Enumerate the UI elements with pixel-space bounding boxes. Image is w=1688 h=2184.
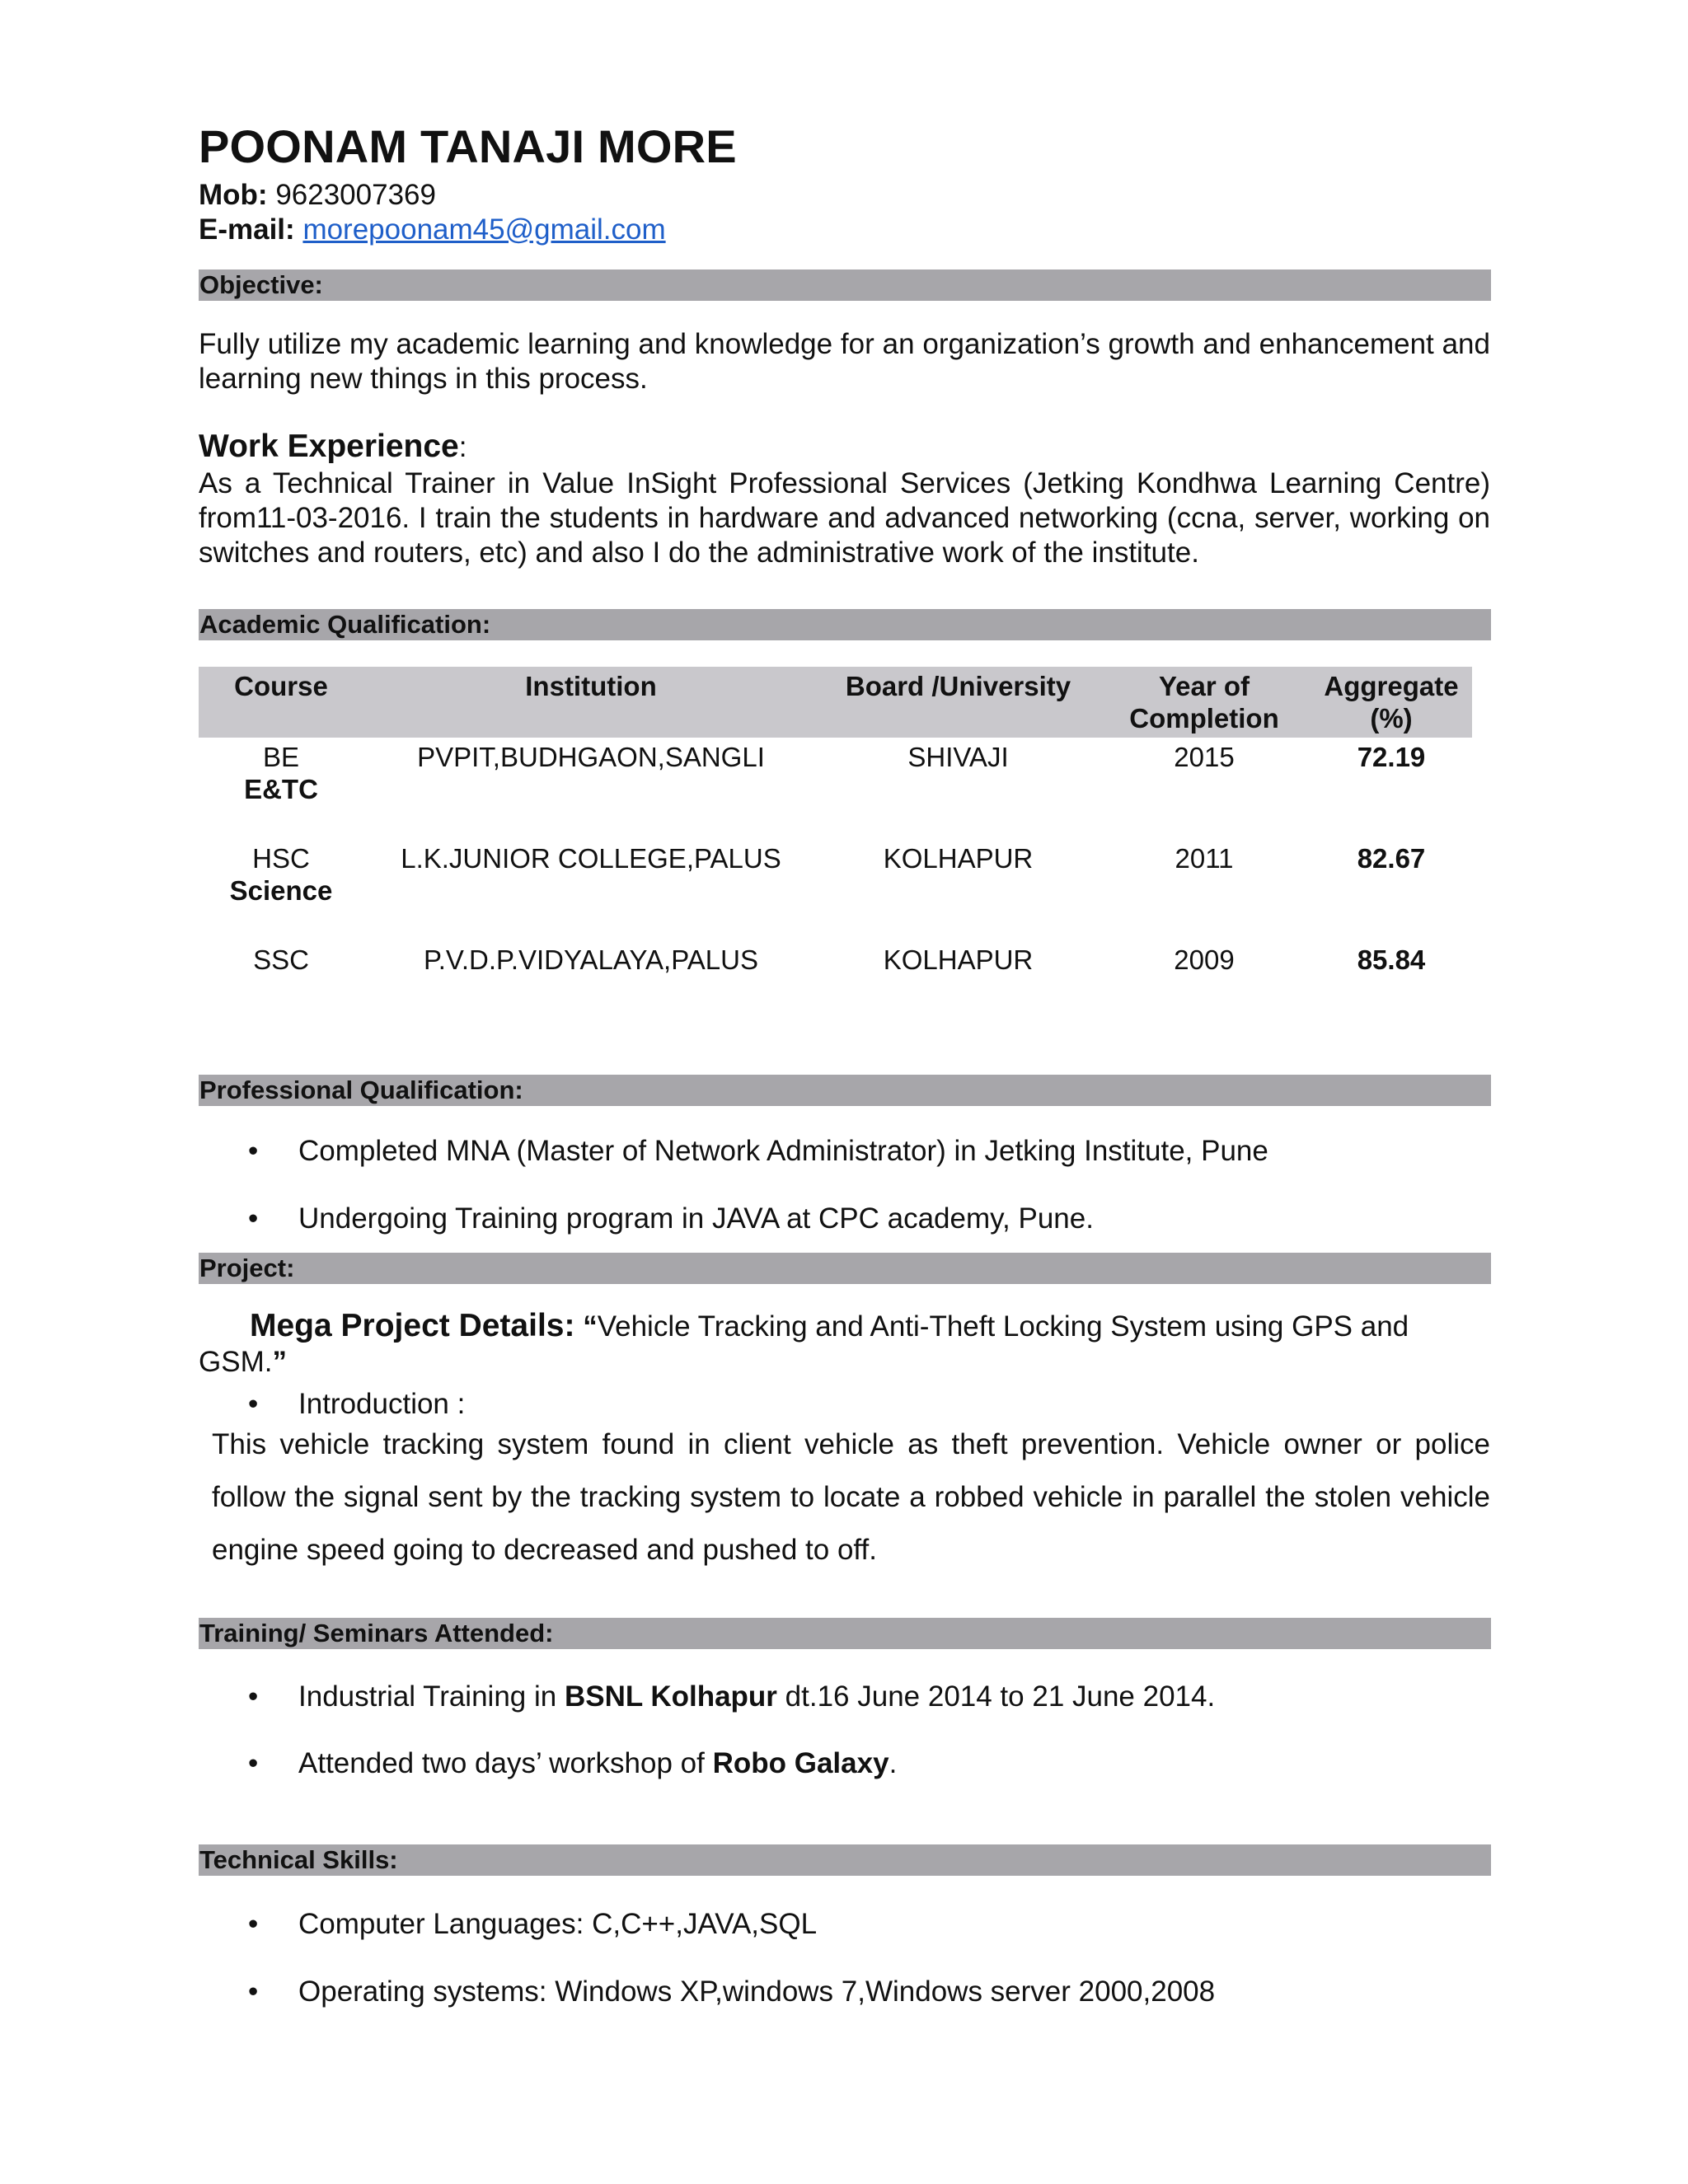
col-board: Board /University [818, 667, 1098, 738]
bullet-icon: • [248, 1388, 259, 1420]
mega-project-label: Mega Project Details: [250, 1308, 575, 1343]
training-list [199, 1680, 1490, 1781]
skills-list [199, 1907, 1490, 2009]
mega-project: Mega Project Details: “Vehicle Tracking and Anti-Theft Locking System using GPS and GSM.” [199, 1308, 1409, 1378]
list-item: • Attended two days’ workshop of Robo Galaxy. [248, 1747, 898, 1779]
work-experience-title: Work Experience [199, 429, 459, 464]
objective-text: Fully utilize my academic learning and knowledge for an organization’s growth and enhancement and learning new things in this process. [199, 328, 1490, 395]
bullet-icon: • [248, 1908, 259, 1940]
cell-course: SSC [253, 944, 309, 975]
col-institution: Institution [363, 667, 818, 738]
cell-board: KOLHAPUR [883, 843, 1034, 874]
professional-heading: Professional Qualification: [199, 1075, 1491, 1106]
list-item: • Industrial Training in BSNL Kolhapur dt.16 June 2014 to 21 June 2014. [248, 1680, 1216, 1713]
skills-heading: Technical Skills: [199, 1844, 1491, 1876]
cell-aggregate: 82.67 [1357, 843, 1426, 874]
cell-course: BE E&TC [244, 742, 318, 804]
list-item: • Computer Languages: C,C++,JAVA,SQL [248, 1908, 818, 1940]
academic-table [199, 667, 1472, 1042]
list-item: • Completed MNA (Master of Network Administrator) in Jetking Institute, Pune [248, 1135, 1268, 1167]
email-label: E-mail: [199, 213, 295, 246]
col-course: Course [199, 667, 363, 738]
cell-year: 2009 [1174, 944, 1235, 975]
bullet-icon: • [248, 1680, 259, 1713]
cell-institution: PVPIT,BUDHGAON,SANGLI [417, 742, 765, 772]
objective-heading: Objective: [199, 269, 1491, 301]
cell-board: SHIVAJI [907, 742, 1009, 772]
professional-list [199, 1134, 1490, 1236]
project-heading: Project: [199, 1253, 1491, 1284]
project-list [199, 1387, 1490, 1422]
cell-year: 2015 [1174, 742, 1235, 772]
bullet-icon: • [248, 1135, 259, 1167]
list-item: • Undergoing Training program in JAVA at CPC academy, Pune. [248, 1202, 1094, 1235]
email-link[interactable]: morepoonam45@gmail.com [302, 213, 666, 246]
cell-aggregate: 85.84 [1357, 944, 1426, 975]
cell-year: 2011 [1175, 843, 1234, 874]
resume-page [199, 120, 1490, 2009]
academic-heading: Academic Qualification: [199, 609, 1491, 640]
academic-table-header [199, 667, 1472, 738]
training-heading: Training/ Seminars Attended: [199, 1618, 1491, 1649]
project-introduction-text: This vehicle tracking system found in client vehicle as theft prevention. Vehicle owner or police follow the signal sent by the tracking system to locate a robbed vehicle in parallel the stolen vehicle engine speed going to decreased and pushed to off. [212, 1428, 1490, 1566]
bullet-icon: • [248, 1747, 259, 1779]
email-line [199, 213, 1490, 247]
col-year: Year of Completion [1098, 667, 1311, 738]
bullet-icon: • [248, 1202, 259, 1235]
work-experience-heading: Work Experience: [199, 429, 467, 464]
table-row [199, 940, 1472, 1042]
table-row [199, 738, 1472, 839]
cell-aggregate: 72.19 [1357, 742, 1426, 772]
list-item: • Introduction : [248, 1388, 466, 1420]
mobile-number: 9623007369 [275, 179, 436, 211]
cell-institution: L.K.JUNIOR COLLEGE,PALUS [401, 843, 781, 874]
cell-course: HSC Science [229, 843, 333, 906]
work-experience-text: As a Technical Trainer in Value InSight Professional Services (Jetking Kondhwa Learning Centre) from11-03-2016. I train the students in hardware and advanced networking (ccna, server, working on switches and routers, etc) and also I do the administrative work of the institute. [199, 467, 1490, 569]
col-aggregate: Aggregate (%) [1311, 667, 1472, 738]
mobile-line [199, 178, 1490, 213]
cell-board: KOLHAPUR [883, 944, 1034, 975]
mega-project-title: Vehicle Tracking and Anti-Theft Locking System using GPS and GSM. [199, 1310, 1409, 1378]
table-row [199, 839, 1472, 940]
bullet-icon: • [248, 1975, 259, 2008]
list-item: • Operating systems: Windows XP,windows 7,Windows server 2000,2008 [248, 1975, 1216, 2008]
mobile-label: Mob: [199, 179, 268, 211]
candidate-name: POONAM TANAJI MORE [199, 120, 737, 172]
cell-institution: P.V.D.P.VIDYALAYA,PALUS [423, 944, 758, 975]
